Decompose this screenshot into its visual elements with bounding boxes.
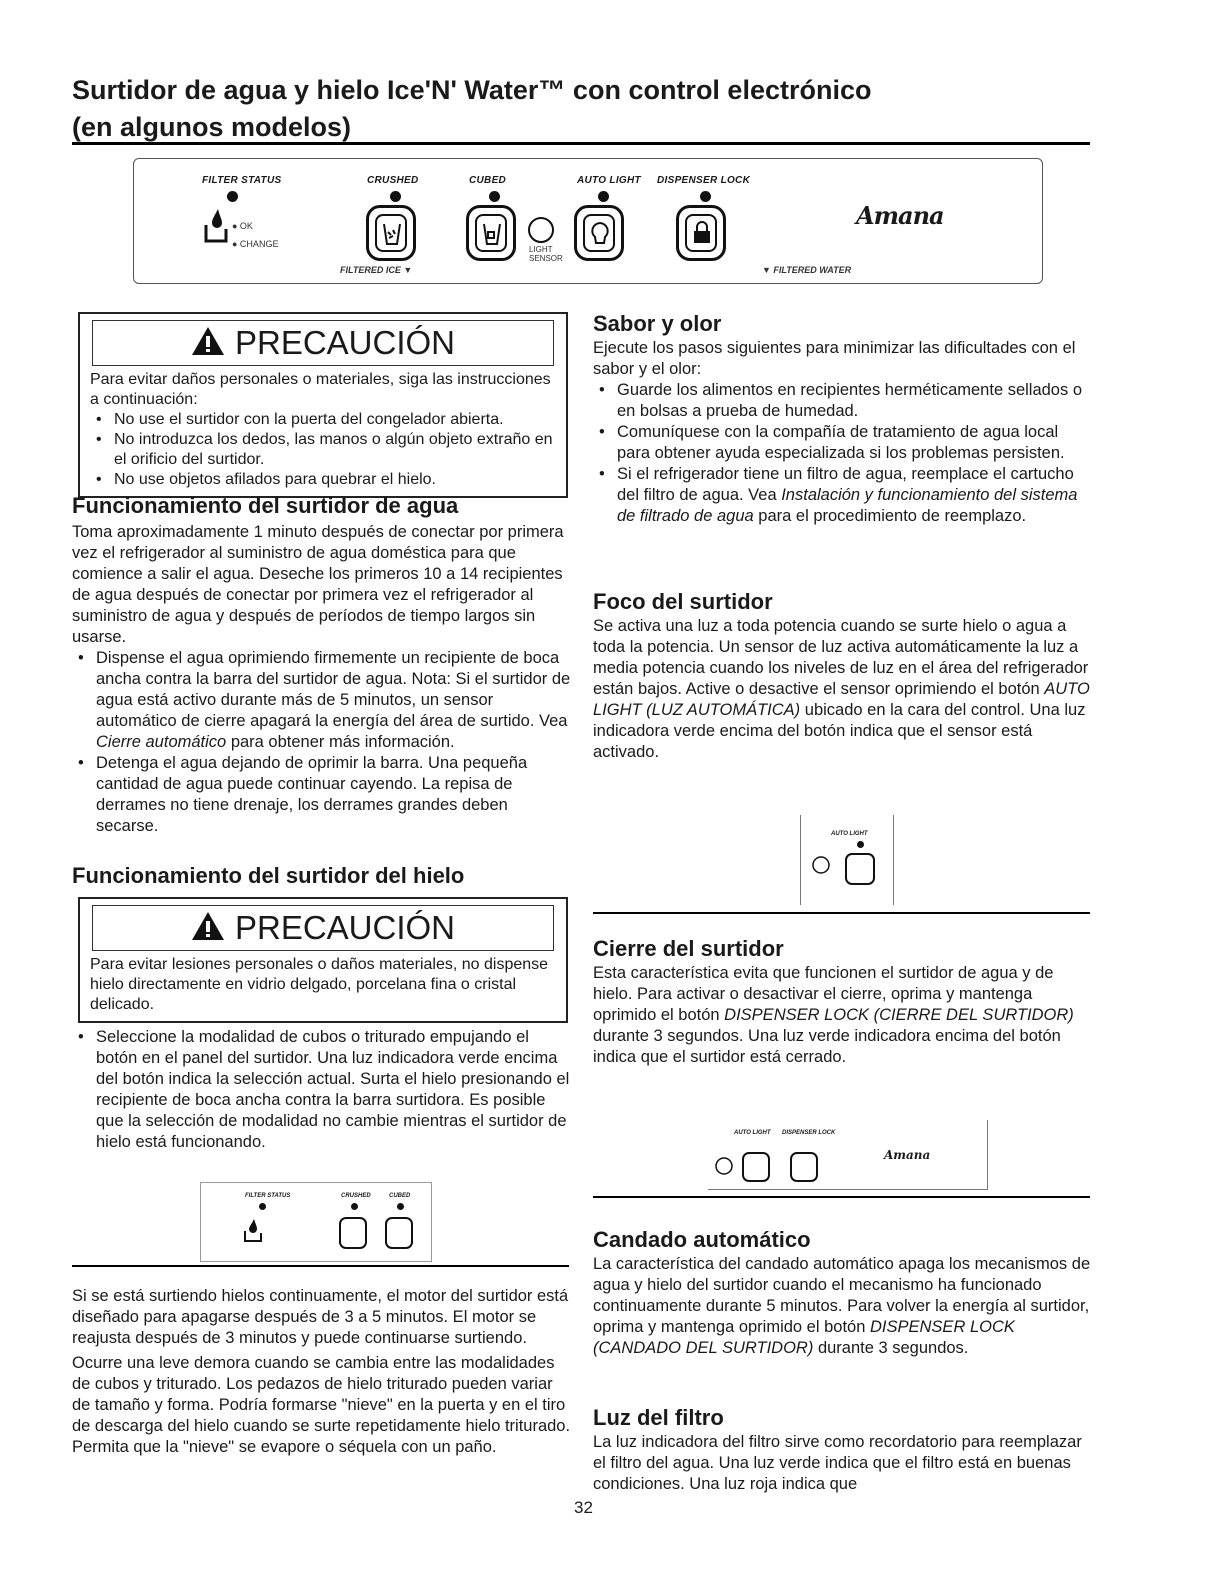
crushed-ice-button (366, 205, 416, 261)
water-bullet-2: • Detenga el agua dejando de oprimir la barra. Una pequeña cantidad de agua puede continuar cayendo. La repisa de derrames no tiene drenaje, los derrames grandes deben secarse. (72, 753, 572, 837)
section-rule (593, 912, 1090, 914)
caution-box-1 (78, 312, 568, 498)
light-sensor-label: LIGHT SENSOR (529, 245, 563, 263)
cubed-ice-button (466, 205, 516, 261)
page-title (72, 72, 1102, 146)
light-sensor-icon (526, 215, 556, 245)
auto-lock-section (593, 1226, 1093, 1359)
ice-paragraph-2: Ocurre una leve demora cuando se cambia entre las modalidades de cubos y triturado. Los pedazos de hielo triturado pueden variar de tamaño y forma. Podría formarse "nieve" en la puerta y en el tiro de descarga del hielo cuando se surte repetidamente hielo triturado. Permita que la "nieve" se evapore o séquela con un paño. (72, 1354, 571, 1456)
caution-item: • No introduzca los dedos, las manos o algún objeto extraño en el orificio del surtidor. (90, 430, 556, 470)
mini-cubed: CUBED (389, 1193, 411, 1199)
ice-heading: Funcionamiento del surtidor del hielo (72, 863, 465, 888)
ice-bullets (72, 1027, 572, 1153)
mini-dot (351, 1203, 358, 1210)
caution-2-text: Para evitar lesiones personales o daños materiales, no dispense hielo directamente en vidrio delgado, porcelana fina o cristal delicado. (90, 956, 549, 1013)
water-drop-icon (243, 1217, 263, 1243)
mini-crushed-button (339, 1217, 367, 1249)
auto-lock-paragraph: La característica del candado automático apaga los mecanismos de agua y hielo del surtidor cuando el mecanismo ha funcionado continuamente durante 5 minutos. Para volver la energía al surtidor, oprima y mantenga oprimido el botón DISPENSER LOCK (CANDADO DEL SURTIDOR) durante 3 segundos. (593, 1255, 1091, 1357)
auto-lock-heading: Candado automático (593, 1227, 811, 1252)
auto-light-indicator (598, 191, 609, 202)
ice-paragraphs (72, 1286, 572, 1458)
filter-status-label: FILTER STATUS (202, 175, 282, 186)
water-bullet-1: • Dispense el agua oprimiendo firmemente un recipiente de boca ancha contra la barra del surtidor de agua. Nota: Si el surtidor de agua está activo durante más de 5 minutos, un sensor automático de cierre apagará la energía del área de surtido. Vea Cierre automático para obtener más información. (72, 648, 572, 753)
ice-bullet-1: • Seleccione la modalidad de cubos o triturado empujando el botón en el panel del surtidor. Una luz indicadora verde encima del botón indica la selección actual. Surta el hielo presionando el recipiente de boca ancha contra la barra surtidora. Es posible que la selección de modalidad no cambie mientras el surtidor de hielo está funcionando. (72, 1027, 572, 1153)
caution-heading-2: PRECAUCIÓN (92, 905, 554, 951)
lock-section (593, 935, 1093, 1068)
mini-dot (397, 1203, 404, 1210)
taste-section (593, 310, 1093, 527)
water-heading: Funcionamiento del surtidor de agua (72, 493, 459, 518)
mini-dispenser-lock: DISPENSER LOCK (782, 1130, 836, 1136)
mini-lock-button (790, 1152, 818, 1182)
mini-dot (857, 841, 864, 848)
filtered-ice-label: FILTERED ICE ▼ (340, 265, 413, 275)
crushed-ice-icon (381, 222, 403, 246)
water-paragraph: Toma aproximadamente 1 minuto después de conectar por primera vez el refrigerador al suministro de agua doméstica para que comience a salir el agua. Deseche los primeros 10 a 14 recipientes de agua después de conectar por primera vez el refrigerador al suministro de agua y después de períodos de tiempo largos sin usarse. (72, 523, 564, 646)
mini-auto-light: AUTO LIGHT (831, 831, 868, 837)
ice-heading-wrap (72, 862, 572, 890)
mini-dot (259, 1203, 266, 1210)
status-ok-label: ● OK (232, 221, 253, 231)
amana-logo: Amana (856, 201, 944, 230)
water-drop-icon (204, 207, 228, 247)
taste-bullet-1: • Guarde los alimentos en recipientes herméticamente sellados o en bolsas a prueba de humedad. (593, 380, 1093, 422)
mini-cubed-button (385, 1217, 413, 1249)
filter-light-paragraph: La luz indicadora del filtro sirve como recordatorio para reemplazar el filtro del agua. Una luz verde indica que el filtro está en buenas condiciones. Una luz roja indica que (593, 1433, 1082, 1493)
mini-amana-logo: Amana (884, 1148, 931, 1162)
taste-paragraph: Ejecute los pasos siguientes para minimizar las dificultades con el sabor y el olor: (593, 339, 1076, 378)
section-rule (72, 1265, 569, 1267)
taste-bullet-3: • Si el refrigerador tiene un filtro de agua, reemplace el cartucho del filtro de agua. Vea Instalación y funcionamiento del sistema de filtrado de agua para el procedimiento de reemplazo. (593, 464, 1093, 527)
auto-light-label: AUTO LIGHT (577, 175, 641, 186)
lock-paragraph: Esta característica evita que funcionen el surtidor de agua y de hielo. Para activar o desactivar el cierre, oprima y mantenga oprimido el botón DISPENSER LOCK (CIERRE DEL SURTIDOR) durante 3 segundos. Una luz verde indicadora encima del botón indica que el surtidor está cerrado. (593, 964, 1074, 1066)
section-rule (593, 1196, 1090, 1198)
title-line-1: Surtidor de agua y hielo Ice'N' Water™ con control electrónico (72, 75, 872, 105)
light-sensor-icon (811, 855, 831, 875)
caution-intro: Para evitar daños personales o materiales, siga las instrucciones a continuación: (90, 371, 551, 408)
title-line-2: (en algunos modelos) (72, 112, 352, 142)
ice-panel-diagram (200, 1182, 432, 1262)
crushed-label: CRUSHED (367, 175, 419, 186)
lock-heading: Cierre del surtidor (593, 936, 784, 961)
taste-heading: Sabor y olor (593, 311, 722, 336)
light-heading: Foco del surtidor (593, 589, 773, 614)
dispenser-lock-diagram (708, 1120, 988, 1190)
cubed-ice-icon (481, 222, 503, 246)
caution-heading: PRECAUCIÓN (92, 320, 554, 366)
cubed-indicator (489, 191, 500, 202)
caution-box-2 (78, 897, 568, 1023)
status-change-label: ● CHANGE (232, 239, 279, 249)
warning-triangle-icon (191, 911, 225, 941)
mini-auto-light-2: AUTO LIGHT (734, 1130, 771, 1136)
padlock-icon (691, 220, 713, 246)
mini-filter-status: FILTER STATUS (245, 1193, 291, 1199)
dispenser-lock-indicator (700, 191, 711, 202)
crushed-indicator (390, 191, 401, 202)
cubed-label: CUBED (469, 175, 507, 186)
page-number: 32 (574, 1498, 593, 1517)
title-rule (72, 142, 1090, 145)
light-bulb-icon (589, 221, 611, 247)
light-section (593, 588, 1093, 763)
filtered-water-label: ▼ FILTERED WATER (762, 265, 852, 275)
taste-bullet-2: • Comuníquese con la compañía de tratamiento de agua local para obtener ayuda especializada si los problemas persisten. (593, 422, 1093, 464)
dispenser-lock-button (676, 205, 726, 261)
filter-light-heading: Luz del filtro (593, 1405, 724, 1430)
filter-light-section (593, 1404, 1093, 1495)
light-paragraph: Se activa una luz a toda potencia cuando se surte hielo o agua a toda la potencia. Un sensor de luz activa automáticamente la luz a media potencia cuando los niveles de luz en el área del refrigerador están bajos. Active o desactive el sensor oprimiendo el botón AUTO LIGHT (LUZ AUTOMÁTICA) ubicado en la cara del control. Una luz indicadora verde encima del botón indica que el sensor está activado. (593, 617, 1090, 761)
auto-light-button (574, 205, 624, 261)
mini-crushed: CRUSHED (341, 1193, 371, 1199)
ice-paragraph-1: Si se está surtiendo hielos continuamente, el motor del surtidor está diseñado para apagarse después de 3 a 5 minutos. El motor se reajusta después de 3 minutos y puede continuarse surtiendo. (72, 1287, 569, 1347)
dispenser-lock-label: DISPENSER LOCK (657, 175, 751, 186)
warning-triangle-icon (191, 326, 225, 356)
light-sensor-icon (714, 1156, 734, 1176)
filter-status-indicator (227, 191, 238, 202)
mini-auto-light-button-2 (742, 1152, 770, 1182)
caution-item: • No use objetos afilados para quebrar el hielo. (90, 470, 556, 490)
mini-auto-light-button (845, 853, 875, 885)
water-section (72, 492, 572, 837)
auto-light-diagram (800, 815, 894, 905)
caution-item: • No use el surtidor con la puerta del congelador abierta. (90, 410, 556, 430)
control-panel-illustration (133, 158, 1043, 284)
